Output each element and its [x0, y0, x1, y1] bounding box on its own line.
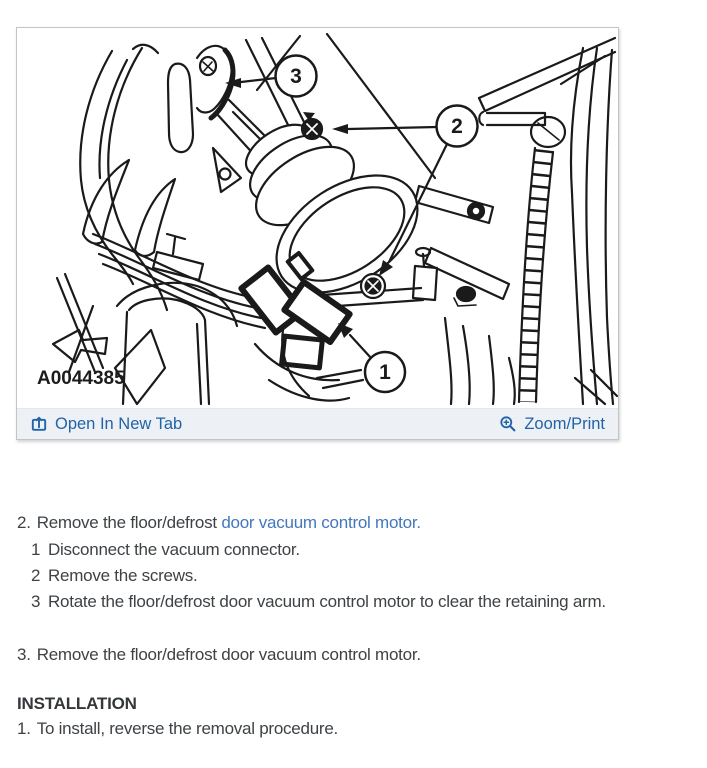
- substep-2: [31, 566, 198, 586]
- step-2-number: 2.: [17, 513, 31, 532]
- callout-2-number: 2: [451, 115, 463, 138]
- wiring-harness: [93, 234, 265, 328]
- substep-2-text: Remove the screws.: [48, 566, 198, 585]
- canister: [123, 298, 209, 404]
- install-step-1-number: 1.: [17, 719, 31, 738]
- open-in-new-tab-icon: [30, 415, 48, 433]
- substep-3-number: 3: [31, 592, 41, 611]
- arrow-2a: [332, 124, 348, 134]
- zoom-print-label: Zoom/Print: [524, 414, 605, 433]
- step-3-item: [17, 645, 421, 665]
- door-vacuum-control-motor-link[interactable]: door vacuum control motor.: [221, 513, 421, 532]
- installation-heading: INSTALLATION: [17, 694, 137, 713]
- magnifier-plus-icon: [499, 415, 517, 433]
- open-in-new-tab-label: Open In New Tab: [55, 414, 183, 433]
- mounting-brackets: [415, 186, 509, 306]
- substep-3-text: Rotate the floor/defrost door vacuum control motor to clear the retaining arm.: [48, 592, 606, 611]
- figure-card: [16, 27, 619, 440]
- callout-1: [365, 352, 405, 392]
- substep-2-number: 2: [31, 566, 41, 585]
- screw-upper: [302, 112, 322, 139]
- install-step-1-text: To install, reverse the removal procedure.: [36, 719, 338, 738]
- figure-toolbar: [17, 408, 618, 439]
- vacuum-motor-diagram: [17, 28, 618, 408]
- step-2-item: [17, 513, 421, 533]
- open-in-new-tab-link[interactable]: [30, 415, 182, 434]
- zoom-print-link[interactable]: [499, 415, 605, 434]
- substep-1-number: 1: [31, 540, 41, 559]
- install-step-1: [17, 719, 338, 739]
- step-3-number: 3.: [17, 645, 31, 664]
- diagram-image: [17, 28, 618, 408]
- substep-1: [31, 540, 300, 560]
- step-3-text: Remove the floor/defrost door vacuum control motor.: [36, 645, 421, 664]
- screw-lower: [361, 274, 385, 298]
- figure-label: A0044385: [37, 368, 125, 389]
- substep-3: [31, 592, 606, 612]
- callout-2: [437, 106, 478, 147]
- callout-3: [276, 56, 317, 97]
- step-2-text: Remove the floor/defrost: [36, 513, 222, 532]
- callout-3-number: 3: [290, 65, 302, 88]
- callout-1-number: 1: [379, 361, 391, 384]
- substep-1-text: Disconnect the vacuum connector.: [48, 540, 300, 559]
